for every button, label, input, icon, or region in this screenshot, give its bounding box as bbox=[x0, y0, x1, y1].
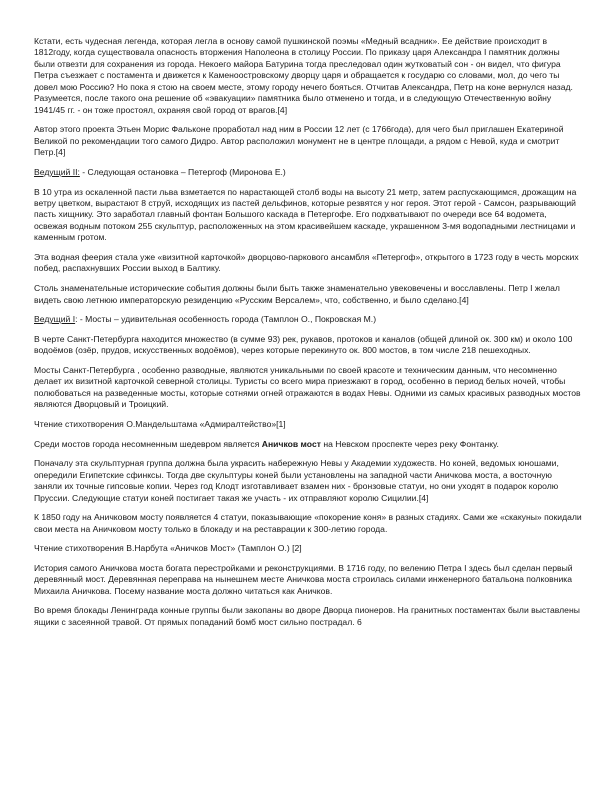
presenter-label: Ведущий I bbox=[34, 314, 76, 325]
paragraph-versailles: Столь знаменательные исторические события должны были быть также знаменательно увековечены и восславлены. Петр I желал видеть свою летнюю императорскую резиденцию «Русским Версалем», что, собственно, и было сделано.[4] bbox=[34, 283, 560, 305]
paragraph-mandelstam: Чтение стихотворения О.Мандельштама «Адмиралтейство»[1] bbox=[34, 418, 286, 429]
paragraph-drawbridges: Мосты Санкт-Петербурга , особенно разводные, являются уникальными по своей красоте и техническим данным, что несомненно делает их визитной карточкой северной столицы. Туристы со всего мира приезжают в город, особенно в период белых ночей, чтобы полюбоваться на разведенные мосты, которые сотнями огней отражаются в водах Невы. Одними из самых красивых разводных мостов являются Дворцовый и Троицкий. bbox=[34, 364, 581, 410]
presenter-line-peterhof bbox=[34, 167, 582, 178]
paragraph-sculptures: Поначалу эта скульптурная группа должна была украсить набережную Невы у Академии художеств. Но коней, ведомых юношами, опередили Египетские сфинксы. Тогда две скульптуры коней были установлены на западной части Аничкова моста, а восточную заняли их точные гипсовые копии. Через год Клодт изготавливает взамен них - бронзовые статуи, но они уходят в подарок королю Пруссии. Следующие статуи коней постигает такая же участь - их отправляют королю Сицилии.[4] bbox=[34, 458, 559, 503]
paragraph-bridge-history: История самого Аничкова моста богата перестройками и реконструкциями. В 1716 году, по велению Петра I здесь был сделан первый деревянный мост. Деревянная переправа на нынешнем месте Аничкова моста строилась силами инженерного батальона полковника Михаила Аничкова. Посему название моста должно читаться как Аничков. bbox=[34, 562, 573, 596]
paragraph-falconet: Автор этого проекта Этьен Морис Фальконе проработал над ним в России 12 лет (с 1766года), для чего был приглашен Екатериной Великой по рекомендации того самого Дидро. Автор расположил монумент не в центре площади, а рядом с Невой, куда и смотрит Петр.[4] bbox=[34, 124, 564, 158]
text-run: на Невском проспекте через реку Фонтанку. bbox=[320, 438, 499, 449]
presenter-line-bridges bbox=[34, 314, 582, 325]
paragraph-blockade: Во время блокады Ленинграда конные группы были закопаны во дворе Дворца пионеров. На гранитных постаментах были выставлены ящики с засеянной травой. От прямых попаданий бомб мост сильно пострадал. 6 bbox=[34, 605, 580, 627]
paragraph-fountain: В 10 утра из оскаленной пасти льва взметается по нарастающей столб воды на высоту 21 метр, затем распускающимся, дрожащим на ветру цветком, вырастают 8 струй, исходящих из пастей дельфинов, которые резвятся у ног героя. Этот герой - Самсон, разрывающий пасть хищнику. Это заработал главный фонтан Большого каскада в Петергофе. Его подхватывают по очереди все 64 водомета, освежая водным потоком 255 скульптур, расположенных на этом красивейшем каскаде, украшенном 3-мя водопадными лестницами и каменным гротом. bbox=[34, 186, 577, 243]
presenter-label: Ведущий II: bbox=[34, 166, 80, 177]
presenter-text: : - Мосты – удивительная особенность города (Тамплон О., Покровская М.) bbox=[75, 314, 377, 325]
paragraph-four-statues: К 1850 году на Аничковом мосту появляется 4 статуи, показывающие «покорение коня» в разных стадиях. Сами же «скакуны» покидали свои места на Аничковом мосту только в блокаду и на реставрации к 300-летию города. bbox=[34, 512, 582, 534]
document-page bbox=[34, 36, 582, 637]
paragraph-narbut: Чтение стихотворения В.Нарбута «Аничков Мост» (Тамплон О.) [2] bbox=[34, 543, 302, 554]
paragraph-anichkov-intro bbox=[34, 439, 582, 450]
paragraph-peterhof-ensemble: Эта водная феерия стала уже «визитной карточкой» дворцово-паркового ансамбля «Петергоф», открытого в 1723 году в честь морских побед, распахнувших России выход в Балтику. bbox=[34, 252, 579, 274]
presenter-text: - Следующая остановка – Петергоф (Миронова Е.) bbox=[79, 166, 286, 177]
paragraph-rivers: В черте Санкт-Петербурга находится множество (в сумме 93) рек, рукавов, протоков и каналов (общей длиной ок. 300 км) и около 100 водоёмов (озёр, прудов, искусственных водоёмов), через которые перекинуто ок. 800 мостов, в том числе 218 пешеходных. bbox=[34, 333, 573, 356]
text-run: Среди мостов города несомненным шедевром является bbox=[34, 438, 262, 449]
paragraph-legend: Кстати, есть чудесная легенда, которая легла в основу самой пушкинской поэмы «Медный всадник». Ее действие происходит в 1812году, когда существовала опасность вторжения Наполеона в столицу России. По приказу царя Александра I памятник должны были отвезти для сохранения из города. Некоего майора Батурина тогда преследовал один жутковатый сон - он видел, что фигура Петра съезжает с постамента и движется к Каменоостровскому дворцу царя и обращается к государю со словами, мол, до чего ты довел мою Россию? Но пока я стою на своем месте, этому городу нечего бояться. Отчитав Александра, Петр на коне вернулся назад. Разумеется, после такого она решение об «эвакуации» памятника было отменено и тогда, и в следующую Отечественную войну 1941/45 гг. - он тоже простоял, охраняя свой город от врагов.[4] bbox=[34, 36, 573, 115]
bold-bridge-name: Аничков мост bbox=[261, 438, 321, 449]
